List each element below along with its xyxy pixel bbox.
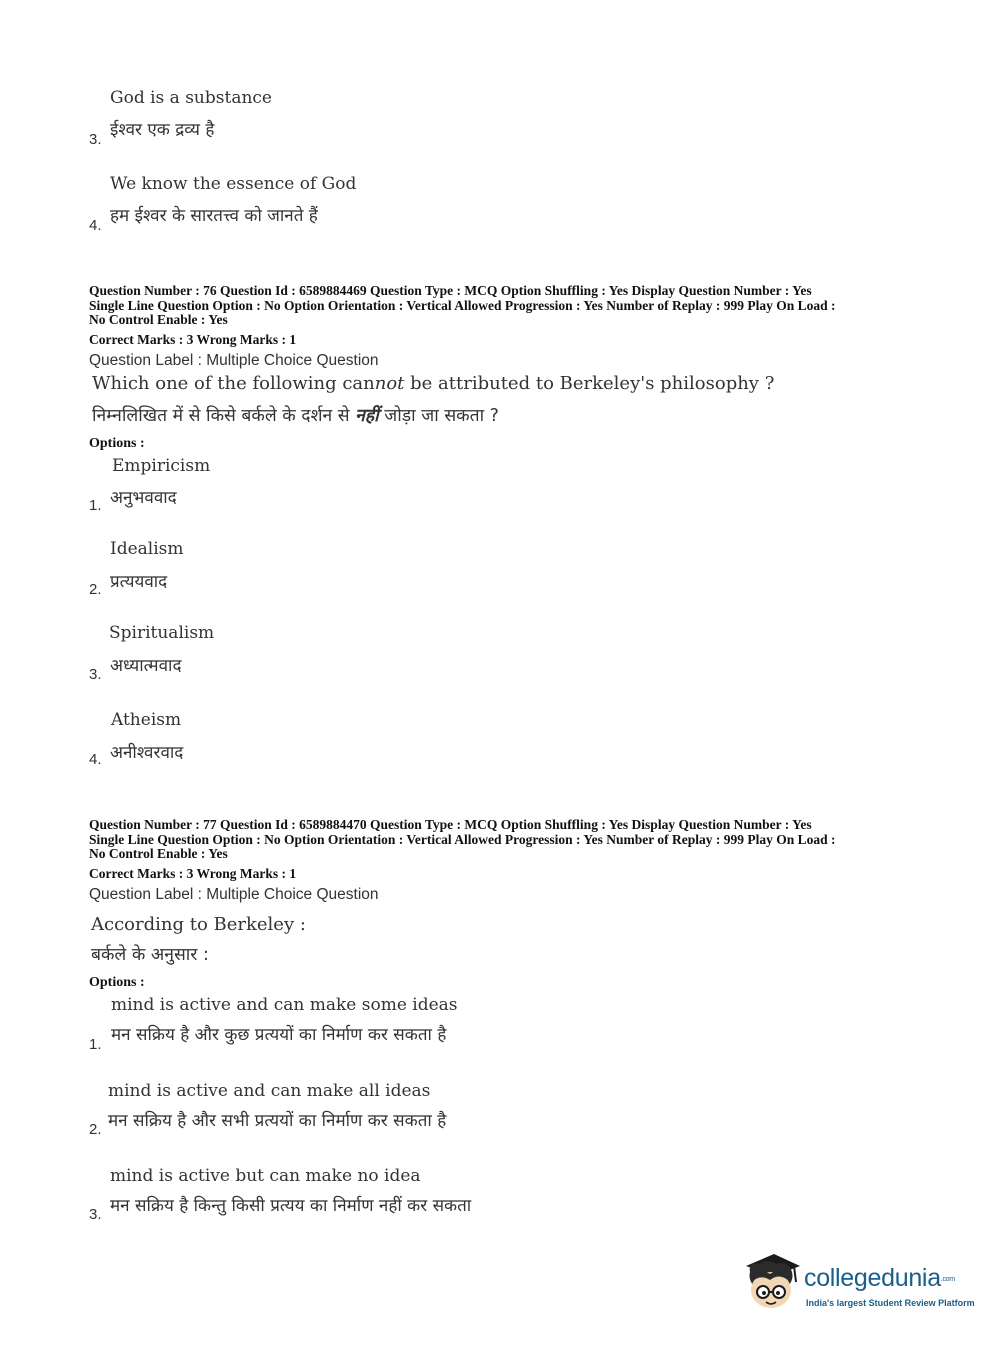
q76-option-2-number: 2.	[89, 581, 102, 598]
q77-meta-line-3: No Control Enable : Yes	[89, 846, 228, 861]
q77-marks: Correct Marks : 3 Wrong Marks : 1	[89, 866, 297, 881]
q76-meta-line-1: Question Number : 76 Question Id : 6589884469 Question Type : MCQ Option Shuffling : Yes Display Question Number : Yes	[89, 283, 812, 298]
option-3-number: 3.	[89, 131, 102, 148]
q76-question-text-english: Which one of the following cannot be attributed to Berkeley's philosophy ?	[92, 373, 775, 394]
q77-question-text-hindi: बर्कले के अनुसार :	[91, 945, 209, 965]
logo-wordmark: collegedunia.com	[804, 1264, 955, 1292]
q76-option-4-english: Atheism	[111, 710, 182, 730]
q76-option-2-hindi: प्रत्ययवाद	[110, 572, 168, 592]
option-3-english: God is a substance	[110, 88, 272, 108]
q76-option-1-number: 1.	[89, 497, 102, 514]
q76-options-heading: Options :	[89, 436, 145, 451]
q76-marks: Correct Marks : 3 Wrong Marks : 1	[89, 332, 297, 347]
q76-option-3-number: 3.	[89, 666, 102, 683]
q77-option-1-hindi: मन सक्रिय है और कुछ प्रत्ययों का निर्माण कर सकता है	[111, 1025, 447, 1045]
q77-question-label: Question Label : Multiple Choice Question	[89, 886, 379, 903]
option-4-hindi: हम ईश्वर के सारतत्त्व को जानते हैं	[110, 206, 318, 226]
option-4-english: We know the essence of God	[110, 174, 357, 194]
option-3-hindi: ईश्वर एक द्रव्य है	[110, 120, 215, 140]
q76-option-3-hindi: अध्यात्मवाद	[110, 656, 182, 676]
q77-option-2-number: 2.	[89, 1121, 102, 1138]
q76-option-2-english: Idealism	[110, 539, 184, 559]
q76-option-4-number: 4.	[89, 751, 102, 768]
q77-option-3-hindi: मन सक्रिय है किन्तु किसी प्रत्यय का निर्माण नहीं कर सकता	[110, 1196, 472, 1216]
option-4-number: 4.	[89, 217, 102, 234]
q77-option-2-hindi: मन सक्रिय है और सभी प्रत्ययों का निर्माण कर सकता है	[108, 1111, 447, 1131]
q77-meta-line-2: Single Line Question Option : No Option Orientation : Vertical Allowed Progression : Yes Number of Replay : 999 Play On Load :	[89, 832, 836, 847]
q77-options-heading: Options :	[89, 975, 145, 990]
collegedunia-logo	[742, 1250, 975, 1314]
q77-option-1-english: mind is active and can make some ideas	[111, 995, 458, 1015]
q76-question-text-hindi: निम्नलिखित में से किसे बर्कले के दर्शन से नहीं जोड़ा जा सकता ?	[92, 406, 499, 426]
q76-option-1-english: Empiricism	[112, 456, 211, 476]
q76-question-label: Question Label : Multiple Choice Question	[89, 352, 379, 369]
logo-tagline: India's largest Student Review Platform	[806, 1298, 975, 1308]
q76-option-4-hindi: अनीश्वरवाद	[110, 743, 184, 763]
q76-meta-line-2: Single Line Question Option : No Option Orientation : Vertical Allowed Progression : Yes Number of Replay : 999 Play On Load :	[89, 298, 836, 313]
mascot-icon	[742, 1250, 802, 1312]
q76-option-3-english: Spiritualism	[109, 623, 215, 643]
q77-question-text-english: According to Berkeley :	[91, 914, 306, 935]
q76-option-1-hindi: अनुभववाद	[110, 488, 177, 508]
q76-meta-line-3: No Control Enable : Yes	[89, 312, 228, 327]
q77-option-2-english: mind is active and can make all ideas	[108, 1081, 431, 1101]
q77-option-3-number: 3.	[89, 1206, 102, 1223]
q77-meta-line-1: Question Number : 77 Question Id : 6589884470 Question Type : MCQ Option Shuffling : Yes Display Question Number : Yes	[89, 817, 812, 832]
q77-option-3-english: mind is active but can make no idea	[110, 1166, 421, 1186]
q77-option-1-number: 1.	[89, 1036, 102, 1053]
